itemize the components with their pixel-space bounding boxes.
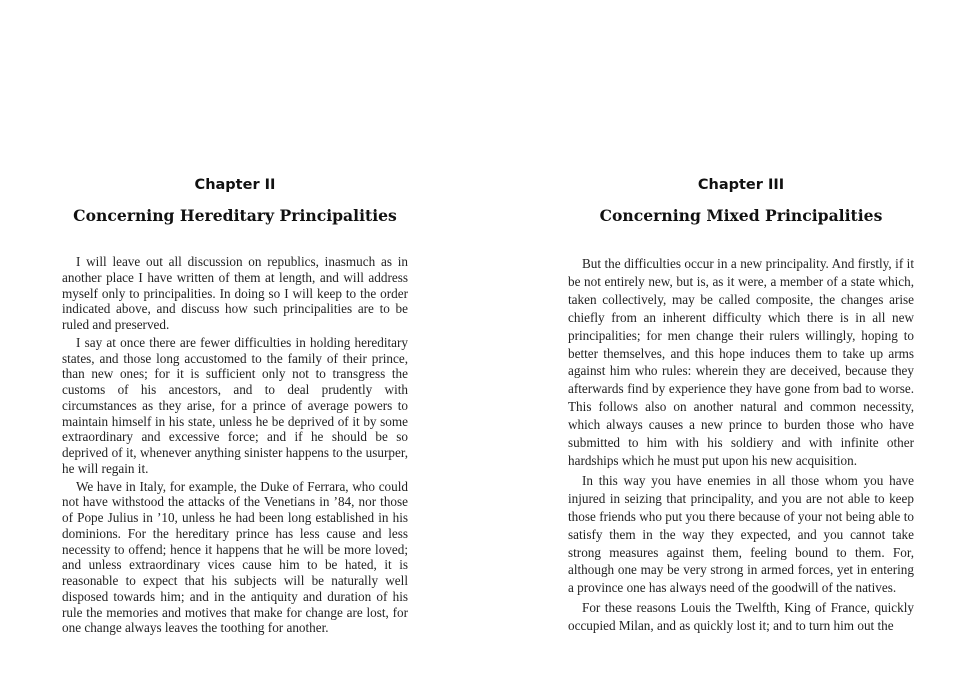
chapter-body bbox=[568, 255, 914, 637]
paragraph: We have in Italy, for example, the Duke of Ferrara, who could not have withstood the attacks of the Venetians in ’84, nor those of Pope Julius in ’10, unless he had been long established in his dominions. For the hereditary prince has less cause and less necessity to offend; hence it happens that he will be more loved; and unless extraordinary vices cause him to be hated, it is reasonable to expect that his subjects will be naturally well disposed towards him; and in the antiquity and duration of his rule the memories and motives that make for change are lost, for one change always leaves the toothing for another. bbox=[62, 478, 408, 636]
chapter-title: Concerning Hereditary Principalities bbox=[73, 206, 397, 225]
paragraph: For these reasons Louis the Twelfth, King of France, quickly occupied Milan, and as quickly lost it; and to turn him out the bbox=[568, 600, 914, 634]
paragraph: I will leave out all discussion on republics, inasmuch as in another place I have written of them at length, and will address myself only to principalities. In doing so I will keep to the order indicated above, and discuss how such principalities are to be ruled and preserved. bbox=[62, 254, 408, 332]
paragraph: In this way you have enemies in all those whom you have injured in seizing that principality, and you are not able to keep those friends who put you there because of your not being able to satisfy them in the way they expected, and you cannot take strong measures against them, feeling bound to them. For, although one may be very strong in armed forces, yet in entering a province one has always need of the goodwill of the natives. bbox=[568, 472, 914, 596]
chapter-body bbox=[62, 254, 408, 638]
left-page bbox=[62, 0, 408, 700]
paragraph: But the difficulties occur in a new principality. And firstly, if it be not entirely new, but is, as it were, a member of a state which, taken collectively, may be called composite, the changes arise chiefly from an inherent difficulty which there is in all new principalities; for men change their rulers willingly, hoping to better themselves, and this hope induces them to take up arms against him who rules: wherein they are deceived, because they afterwards find by experience they have gone from bad to worse. This follows also on another natural and common necessity, which always causes a new prince to burden those who have submitted to him with his soldiery and with infinite other hardships which he must put upon his new acquisition. bbox=[568, 256, 914, 468]
chapter-title: Concerning Mixed Principalities bbox=[599, 206, 883, 225]
chapter-number: Chapter II bbox=[194, 177, 276, 193]
paragraph: I say at once there are fewer difficulties in holding hereditary states, and those long accustomed to the family of their prince, than new ones; for it is sufficient only not to transgress the customs of his ancestors, and to deal prudently with circumstances as they arise, for a prince of average powers to maintain himself in his state, unless he be deprived of it by some extraordinary and excessive force; and if he should be so deprived of it, whenever anything sinister happens to the usurper, he will regain it. bbox=[62, 334, 408, 476]
chapter-number: Chapter III bbox=[697, 177, 785, 193]
right-page bbox=[568, 0, 914, 700]
